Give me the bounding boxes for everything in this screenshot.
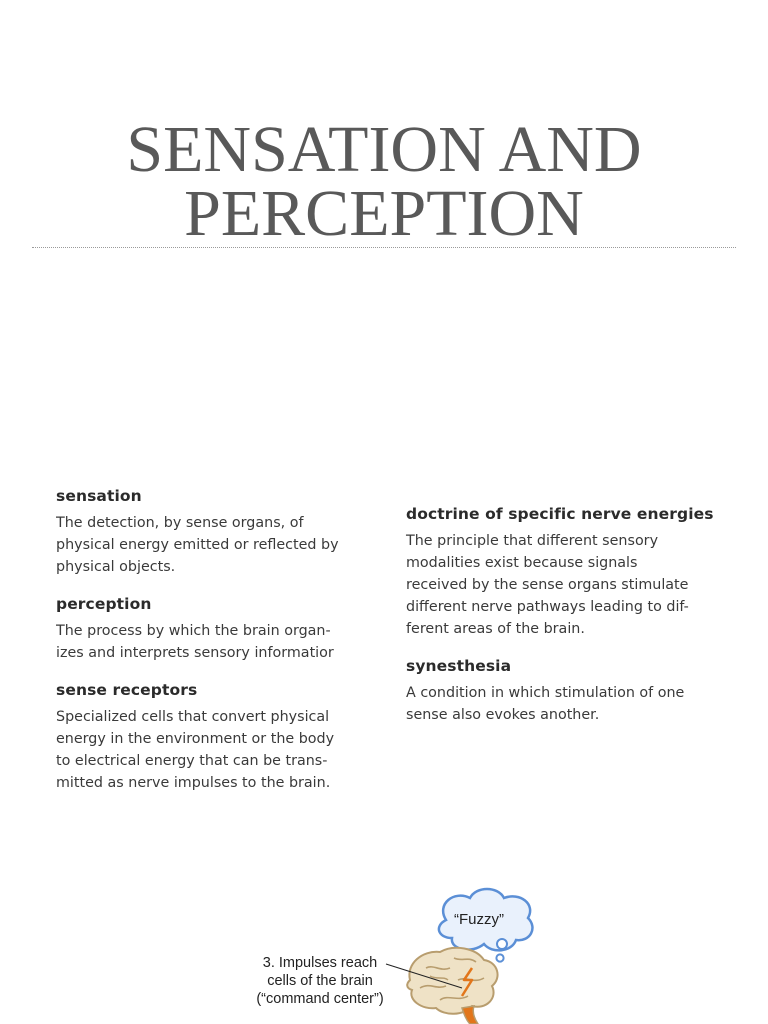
glossary-column-left — [56, 486, 346, 810]
glossary-term: sense receptors — [56, 681, 198, 699]
figure-label-line-2: cells of the brain — [267, 973, 373, 989]
glossary-entry-sensation — [56, 486, 346, 578]
title-divider — [32, 247, 736, 248]
glossary-term: synesthesia — [406, 657, 512, 675]
brainstem — [462, 1006, 478, 1024]
glossary-definition: The process by which the brain organ- izes and interprets sensory informatior — [56, 623, 334, 661]
glossary-term: doctrine of specific nerve energies — [406, 505, 714, 523]
figure-label-line-3: (“command center”) — [256, 991, 384, 1007]
title-line-1: SENSATION AND — [126, 113, 642, 186]
glossary-definition: A condition in which stimulation of one sense also evokes another. — [406, 685, 685, 723]
glossary-definition: The detection, by sense organs, of physical energy emitted or reflected by physical objects. — [56, 515, 339, 575]
thought-dot-large — [497, 939, 507, 949]
thought-bubble-text: “Fuzzy” — [454, 911, 504, 928]
glossary-term: perception — [56, 595, 152, 613]
glossary-entry-synesthesia — [406, 656, 716, 726]
page-title — [0, 113, 768, 250]
brain-figure — [240, 884, 540, 1024]
thought-dot-mid — [496, 954, 503, 961]
glossary-column-right — [406, 504, 716, 742]
brain-icon — [407, 948, 497, 1014]
title-line-2: PERCEPTION — [184, 177, 584, 250]
glossary-entry-sense-receptors — [56, 680, 346, 794]
figure-label-line-1: 3. Impulses reach — [262, 955, 378, 971]
glossary-entry-specific-nerve-energies — [406, 504, 716, 640]
glossary-definition: Specialized cells that convert physical energy in the environment or the body to electrical energy that can be trans- mitted as nerve impulses to the brain. — [56, 709, 335, 791]
glossary-definition: The principle that different sensory modalities exist because signals received by the sense organs stimulate different nerve pathways leading to dif- ferent areas of the brain. — [406, 533, 689, 637]
glossary-entry-perception — [56, 594, 346, 664]
figure-label — [240, 954, 400, 1008]
glossary-term: sensation — [56, 487, 142, 505]
